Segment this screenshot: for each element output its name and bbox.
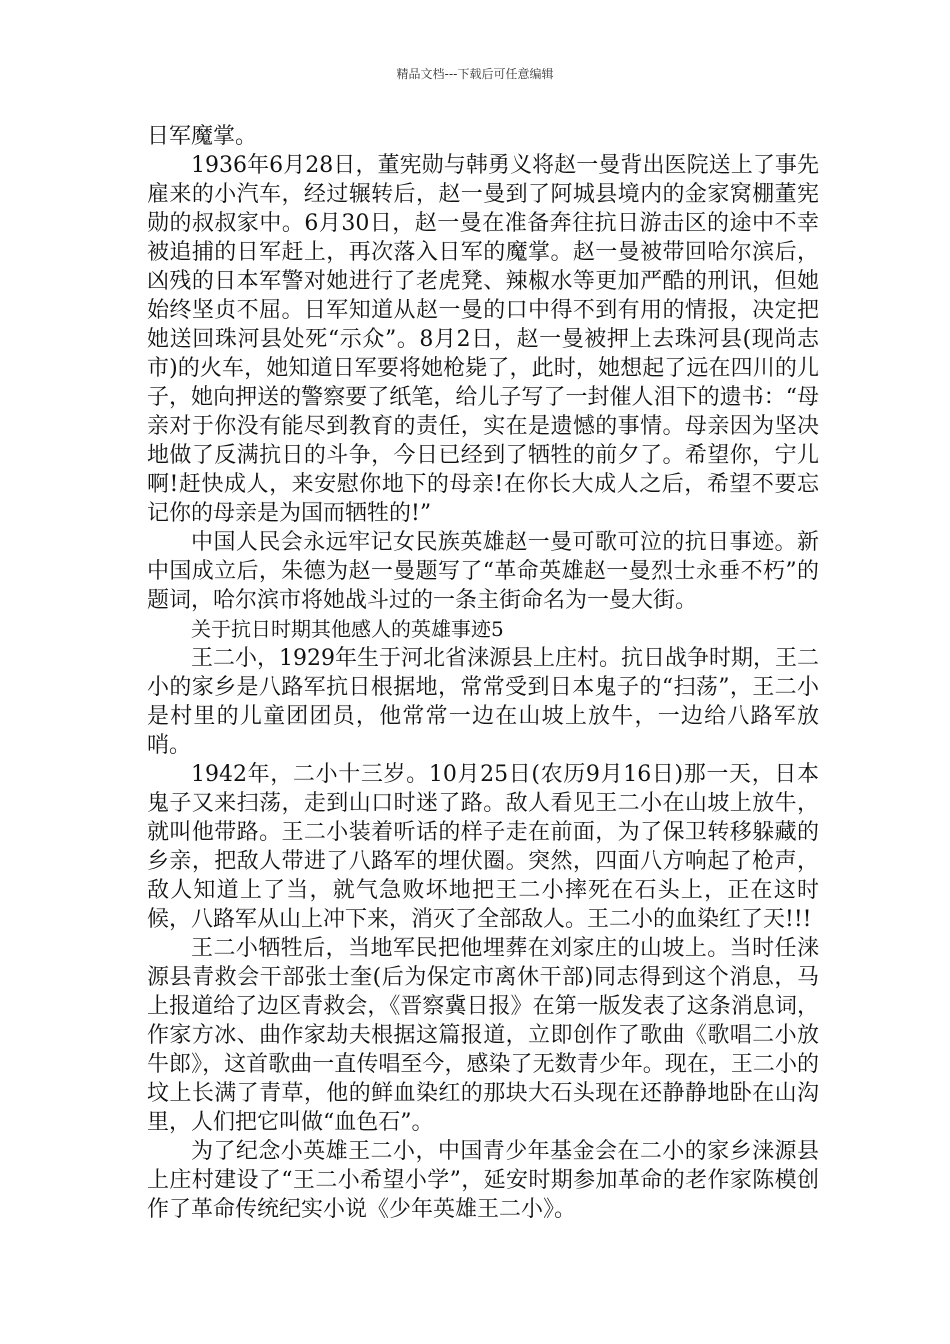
paragraph-wang-erxiao-intro: 王二小，1929年生于河北省涞源县上庄村。抗日战争时期，王二小的家乡是八路军抗日根据地，常常受到日本鬼子的“扫荡”，王二小是村里的儿童团团员，他常常一边在山坡上放牛，一边给八路军放哨。 xyxy=(147,646,819,758)
paragraph-continuation: 日军魔掌。 xyxy=(147,124,258,149)
document-body xyxy=(147,122,819,1224)
paragraph-wang-erxiao-commemoration: 为了纪念小英雄王二小，中国青少年基金会在二小的家乡涞源县上庄村建设了“王二小希望小学”，延安时期参加革命的老作家陈模创作了革命传统纪实小说《少年英雄王二小》。 xyxy=(147,1139,819,1222)
paragraph-memorial: 中国人民会永远牢记女民族英雄赵一曼可歌可泣的抗日事迹。新中国成立后，朱德为赵一曼题写了“革命英雄赵一曼烈士永垂不朽”的题词，哈尔滨市将她战斗过的一条主街命名为一曼大街。 xyxy=(147,530,819,613)
paragraph-wang-erxiao-aftermath: 王二小牺牲后，当地军民把他埋葬在刘家庄的山坡上。当时任涞源县青救会干部张士奎(后为保定市离休干部)同志得到这个消息，马上报道给了边区青救会，《晋察冀日报》在第一版发表了这条消息词，作家方冰、曲作家劫夫根据这篇报道，立即创作了歌曲《歌唱二小放牛郎》，这首歌曲一直传唱至今，感染了无数青少年。现在，王二小的坟上长满了青草，他的鲜血染红的那块大石头现在还静静地卧在山沟里，人们把它叫做“血色石”。 xyxy=(147,936,819,1135)
paragraph-wang-erxiao-1942: 1942年，二小十三岁。10月25日(农历9月16日)那一天，日本鬼子又来扫荡，走到山口时迷了路。敌人看见王二小在山坡上放牛，就叫他带路。王二小装着听话的样子走在前面，为了保卫转移躲藏的乡亲，把敌人带进了八路军的埋伏圈。突然，四面八方响起了枪声，敌人知道上了当，就气急败坏地把王二小摔死在石头上，正在这时候，八路军从山上冲下来，消灭了全部敌人。王二小的血染红了天!!! xyxy=(147,762,819,932)
paragraph-escape-and-letter: 1936年6月28日，董宪勋与韩勇义将赵一曼背出医院送上了事先雇来的小汽车，经过辗转后，赵一曼到了阿城县境内的金家窝棚董宪勋的叔叔家中。6月30日，赵一曼在准备奔往抗日游击区的途中不幸被追捕的日军赶上，再次落入日军的魔掌。赵一曼被带回哈尔滨后，凶残的日本军警对她进行了老虎凳、辣椒水等更加严酷的刑讯，但她始终坚贞不屈。日军知道从赵一曼的口中得不到有用的情报，决定把她送回珠河县处死“示众”。8月2日，赵一曼被押上去珠河县(现尚志市)的火车，她知道日军要将她枪毙了，此时，她想起了远在四川的儿子，她向押送的警察要了纸笔，给儿子写了一封催人泪下的遗书：“母亲对于你没有能尽到教育的责任，实在是遗憾的事情。母亲因为坚决地做了反满抗日的斗争，今日已经到了牺牲的前夕了。希望你，宁儿啊!赶快成人，来安慰你地下的母亲!在你长大成人之后，希望不要忘记你的母亲是为国而牺牲的!” xyxy=(147,153,819,526)
section-heading: 关于抗日时期其他感人的英雄事迹5 xyxy=(191,617,504,641)
page-header: 精品文档---下载后可任意编辑 xyxy=(396,67,554,81)
